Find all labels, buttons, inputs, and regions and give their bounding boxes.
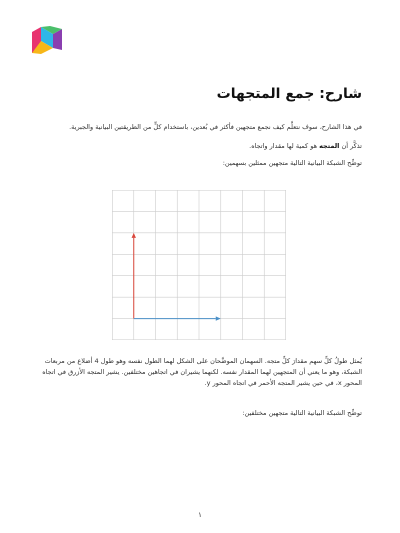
explanation-paragraph: يُمثل طولُ كلِّ سهم مقدارَ كلِّ متجه. السهمان الموضَّحان على الشكل لهما الطول نفسه وهو طول 4 أضلاع من مربعات الشبكة، وهو ما يعني أن المتجهين لهما المقدار نفسه. لكنهما يشيران في اتجاهين مختلفين. يشير المتجه الأزرق في اتجاه المحور x، في حين يشير المتجه الأحمر في اتجاه المحور y. [42,357,362,387]
grid-lines [112,190,286,340]
graph-intro-paragraph-2: توضِّح الشبكة البيانية التالية متجهين مختلفين: [242,409,362,417]
blue-vector-arrowhead [216,316,221,320]
reminder-bold-term: المتجه [319,142,340,150]
page-number: ١ [198,511,202,519]
reminder-text-start: تذكَّر أن [339,142,362,150]
reminder-paragraph [249,141,362,152]
nagwa-logo [30,26,64,54]
red-vector-arrowhead [132,233,136,238]
vector-grid-figure [112,190,286,340]
graph-intro-paragraph: توضِّح الشبكة البيانية التالية متجهين ممثلين بسهمين: [222,159,362,167]
page-title: شارح: جمع المتجهات [216,86,362,102]
intro-paragraph: في هذا الشارح، سوف نتعلَّم كيف نجمع متجهين فأكثر في بُعدين، باستخدام كلٍّ من الطريقتين البيانية والجبرية. [69,123,362,131]
reminder-text-end: هو كمية لها مقدار واتجاه. [249,142,320,150]
